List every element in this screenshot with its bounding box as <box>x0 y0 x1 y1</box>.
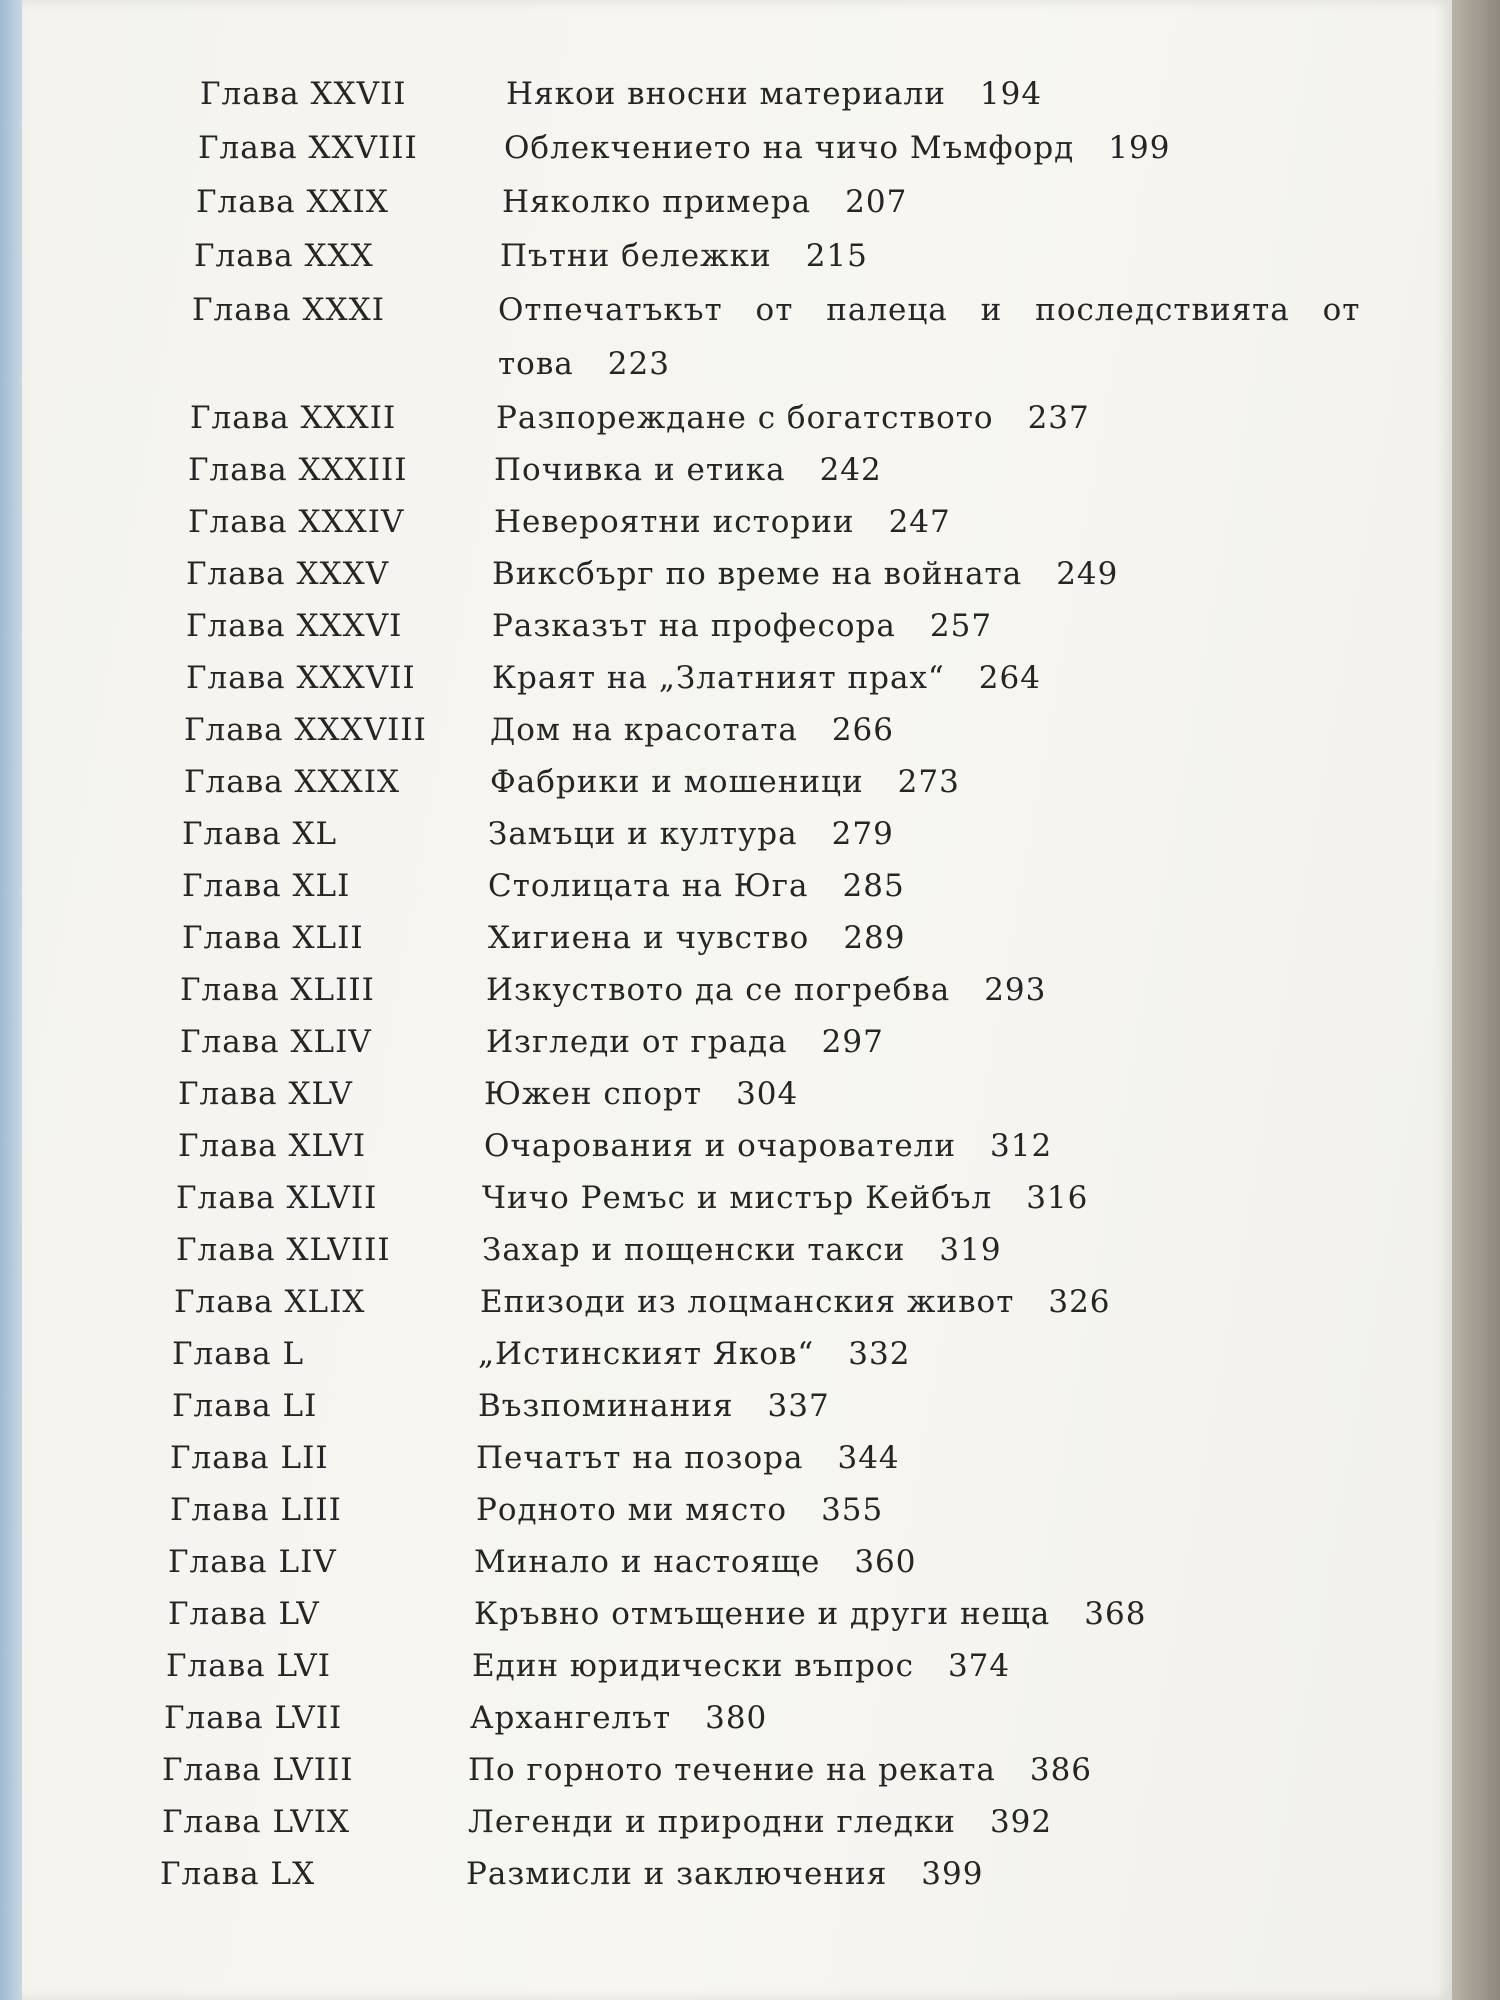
chapter-title: Печатът на позора <box>476 1440 804 1476</box>
chapter-label: Глава XLVI <box>178 1128 367 1164</box>
chapter-label: Глава LIII <box>170 1492 342 1528</box>
chapter-label: Глава LVIII <box>162 1752 354 1788</box>
chapter-label: Глава XLVII <box>176 1180 378 1216</box>
page-number: 279 <box>831 816 894 852</box>
page-number: 392 <box>989 1804 1053 1840</box>
chapter-label: Глава XXX <box>194 238 374 274</box>
chapter-title: Изкуството да се погребва <box>486 972 951 1008</box>
chapter-title: Епизоди из лоцманския живот <box>480 1284 1015 1320</box>
chapter-title-line <box>480 1284 1111 1320</box>
chapter-label: Глава XXIX <box>196 184 389 220</box>
chapter-title-line <box>490 764 960 800</box>
page-number: 374 <box>947 1648 1011 1684</box>
chapter-label: Глава LVIX <box>162 1804 351 1840</box>
chapter-label: Глава XXXIII <box>188 452 408 488</box>
chapter-title-line <box>506 76 1042 112</box>
chapter-label: Глава XL <box>182 816 338 852</box>
chapter-title-continuation: това 223 <box>498 346 670 382</box>
page-number: 344 <box>837 1440 900 1476</box>
page-number: 297 <box>821 1024 884 1060</box>
page-number: 386 <box>1029 1752 1093 1788</box>
chapter-label: Глава XXXII <box>190 400 397 436</box>
book-page <box>22 0 1452 2000</box>
chapter-label: Глава LII <box>170 1440 329 1476</box>
chapter-title-line <box>478 1336 910 1372</box>
chapter-label: Глава XLVIII <box>176 1232 391 1268</box>
chapter-label: Глава LVI <box>166 1648 332 1684</box>
chapter-label: Глава XXXIV <box>188 504 405 540</box>
chapter-title: Облекчението на чичо Мъмфорд <box>504 130 1075 166</box>
chapter-title: „Истинският Яков“ <box>478 1336 815 1372</box>
chapter-title-line <box>472 1648 1010 1684</box>
page-number: 316 <box>1026 1180 1089 1216</box>
chapter-title-line <box>474 1596 1146 1632</box>
page-number: 355 <box>821 1492 884 1528</box>
page-number: 215 <box>805 238 868 274</box>
page-number: 326 <box>1048 1284 1111 1320</box>
chapter-title: Замъци и култура <box>488 816 798 852</box>
chapter-title-line <box>492 660 1041 696</box>
page-number: 242 <box>819 452 882 488</box>
chapter-label: Глава XXXIX <box>184 764 401 800</box>
chapter-title-line <box>504 130 1170 166</box>
page-number: 247 <box>888 504 951 540</box>
chapter-title: Разказът на професора <box>492 608 896 644</box>
page-number: 257 <box>929 608 993 644</box>
adjacent-page-edge <box>0 0 22 2000</box>
page-number: 304 <box>736 1076 799 1112</box>
chapter-label: Глава XLIX <box>174 1284 366 1320</box>
chapter-title-line <box>486 972 1046 1008</box>
chapter-title: Няколко примера <box>502 184 812 220</box>
chapter-title: Чичо Ремъс и мистър Кейбъл <box>482 1180 993 1216</box>
page-number: 273 <box>897 764 960 800</box>
chapter-title: Легенди и природни гледки <box>468 1804 956 1840</box>
chapter-label: Глава LVII <box>164 1700 343 1736</box>
chapter-label: Глава LIV <box>168 1544 337 1580</box>
chapter-title: Кръвно отмъщение и други неща <box>474 1596 1051 1632</box>
chapter-title-line <box>488 868 905 904</box>
chapter-title-line <box>502 184 907 220</box>
chapter-label: Глава LI <box>172 1388 318 1424</box>
chapter-title-line <box>488 920 905 956</box>
chapter-title-line <box>490 712 894 748</box>
book-edge <box>1452 0 1500 2000</box>
chapter-label: Глава XLIII <box>180 972 375 1008</box>
page-number: 399 <box>921 1856 984 1892</box>
chapter-label: Глава XXXI <box>192 292 385 328</box>
chapter-title-line <box>484 1076 798 1112</box>
page-number: 264 <box>978 660 1041 696</box>
chapter-title: Родното ми място <box>476 1492 788 1528</box>
chapter-title: Пътни бележки <box>500 238 772 274</box>
chapter-label: Глава XXVII <box>200 76 407 112</box>
page-number: 337 <box>767 1388 830 1424</box>
chapter-title-line <box>470 1700 767 1736</box>
chapter-title: Архангелът <box>470 1700 672 1736</box>
chapter-title-line <box>466 1856 983 1892</box>
page-number: 332 <box>848 1336 911 1372</box>
chapter-title: Възпоминания <box>478 1388 734 1424</box>
chapter-title: Южен спорт <box>484 1076 703 1112</box>
chapter-label: Глава LV <box>168 1596 320 1632</box>
page-number: 360 <box>854 1544 917 1580</box>
chapter-title: Изгледи от града <box>486 1024 788 1060</box>
chapter-title: Виксбърг по време на войната <box>492 556 1023 592</box>
chapter-title-line <box>474 1544 917 1580</box>
chapter-title: По горното течение на реката <box>468 1752 996 1788</box>
chapter-label: Глава XXXVIII <box>184 712 427 748</box>
chapter-title: Размисли и заключения <box>466 1856 888 1892</box>
chapter-title-line <box>494 452 882 488</box>
chapter-title: Отпечатъкът от палеца и последствията от <box>498 292 1361 328</box>
chapter-title-line <box>482 1180 1088 1216</box>
chapter-title-line <box>494 504 951 540</box>
chapter-title: Захар и пощенски такси <box>482 1232 906 1268</box>
chapter-label: Глава LX <box>160 1856 316 1892</box>
chapter-title-line <box>492 556 1118 592</box>
page-number: 249 <box>1056 556 1119 592</box>
page-number: 237 <box>1027 400 1090 436</box>
page-number: 285 <box>842 868 905 904</box>
chapter-title: Хигиена и чувство <box>488 920 810 956</box>
page-number: 207 <box>845 184 908 220</box>
chapter-title: Краят на „Златният прах“ <box>492 660 945 696</box>
chapter-title-line <box>476 1440 900 1476</box>
page-number: 293 <box>984 972 1047 1008</box>
page-number: 380 <box>705 1700 768 1736</box>
chapter-title: Почивка и етика <box>494 452 786 488</box>
chapter-title: Очарования и очарователи <box>484 1128 957 1164</box>
chapter-title-line <box>492 608 992 644</box>
chapter-title: Фабрики и мошеници <box>490 764 864 800</box>
chapter-title: Невероятни истории <box>494 504 855 540</box>
chapter-title-line <box>476 1492 883 1528</box>
page-number: 319 <box>939 1232 1002 1268</box>
page-number: 289 <box>843 920 906 956</box>
chapter-title-line <box>486 1024 884 1060</box>
page-number: 368 <box>1084 1596 1147 1632</box>
chapter-label: Глава L <box>172 1336 305 1372</box>
chapter-title: Някои вносни материали <box>506 76 946 112</box>
chapter-title: Дом на красотата <box>490 712 798 748</box>
chapter-title: Столицата на Юга <box>488 868 809 904</box>
chapter-label: Глава XXXV <box>186 556 390 592</box>
chapter-title-line <box>468 1804 1052 1840</box>
table-of-contents <box>22 0 1452 2000</box>
chapter-label: Глава XXXVI <box>186 608 403 644</box>
chapter-title-line <box>468 1752 1092 1788</box>
chapter-label: Глава XLI <box>182 868 351 904</box>
chapter-title-line <box>482 1232 1002 1268</box>
page-number: 223 <box>607 346 670 382</box>
chapter-title-line <box>496 400 1090 436</box>
chapter-title: Минало и настояще <box>474 1544 821 1580</box>
page-number: 312 <box>990 1128 1053 1164</box>
page-number: 194 <box>979 76 1043 112</box>
chapter-label: Глава XLV <box>178 1076 353 1112</box>
page-number: 266 <box>831 712 894 748</box>
chapter-title: Един юридически въпрос <box>472 1648 914 1684</box>
chapter-title-line <box>478 1388 830 1424</box>
chapter-title-line <box>484 1128 1052 1164</box>
chapter-label: Глава XXXVII <box>186 660 416 696</box>
chapter-title-line <box>488 816 894 852</box>
chapter-label: Глава XLII <box>182 920 364 956</box>
page-number: 199 <box>1108 130 1171 166</box>
chapter-label: Глава XXVIII <box>198 130 418 166</box>
chapter-title: Разпореждане с богатството <box>496 400 994 436</box>
chapter-label: Глава XLIV <box>180 1024 372 1060</box>
chapter-title-line <box>500 238 868 274</box>
